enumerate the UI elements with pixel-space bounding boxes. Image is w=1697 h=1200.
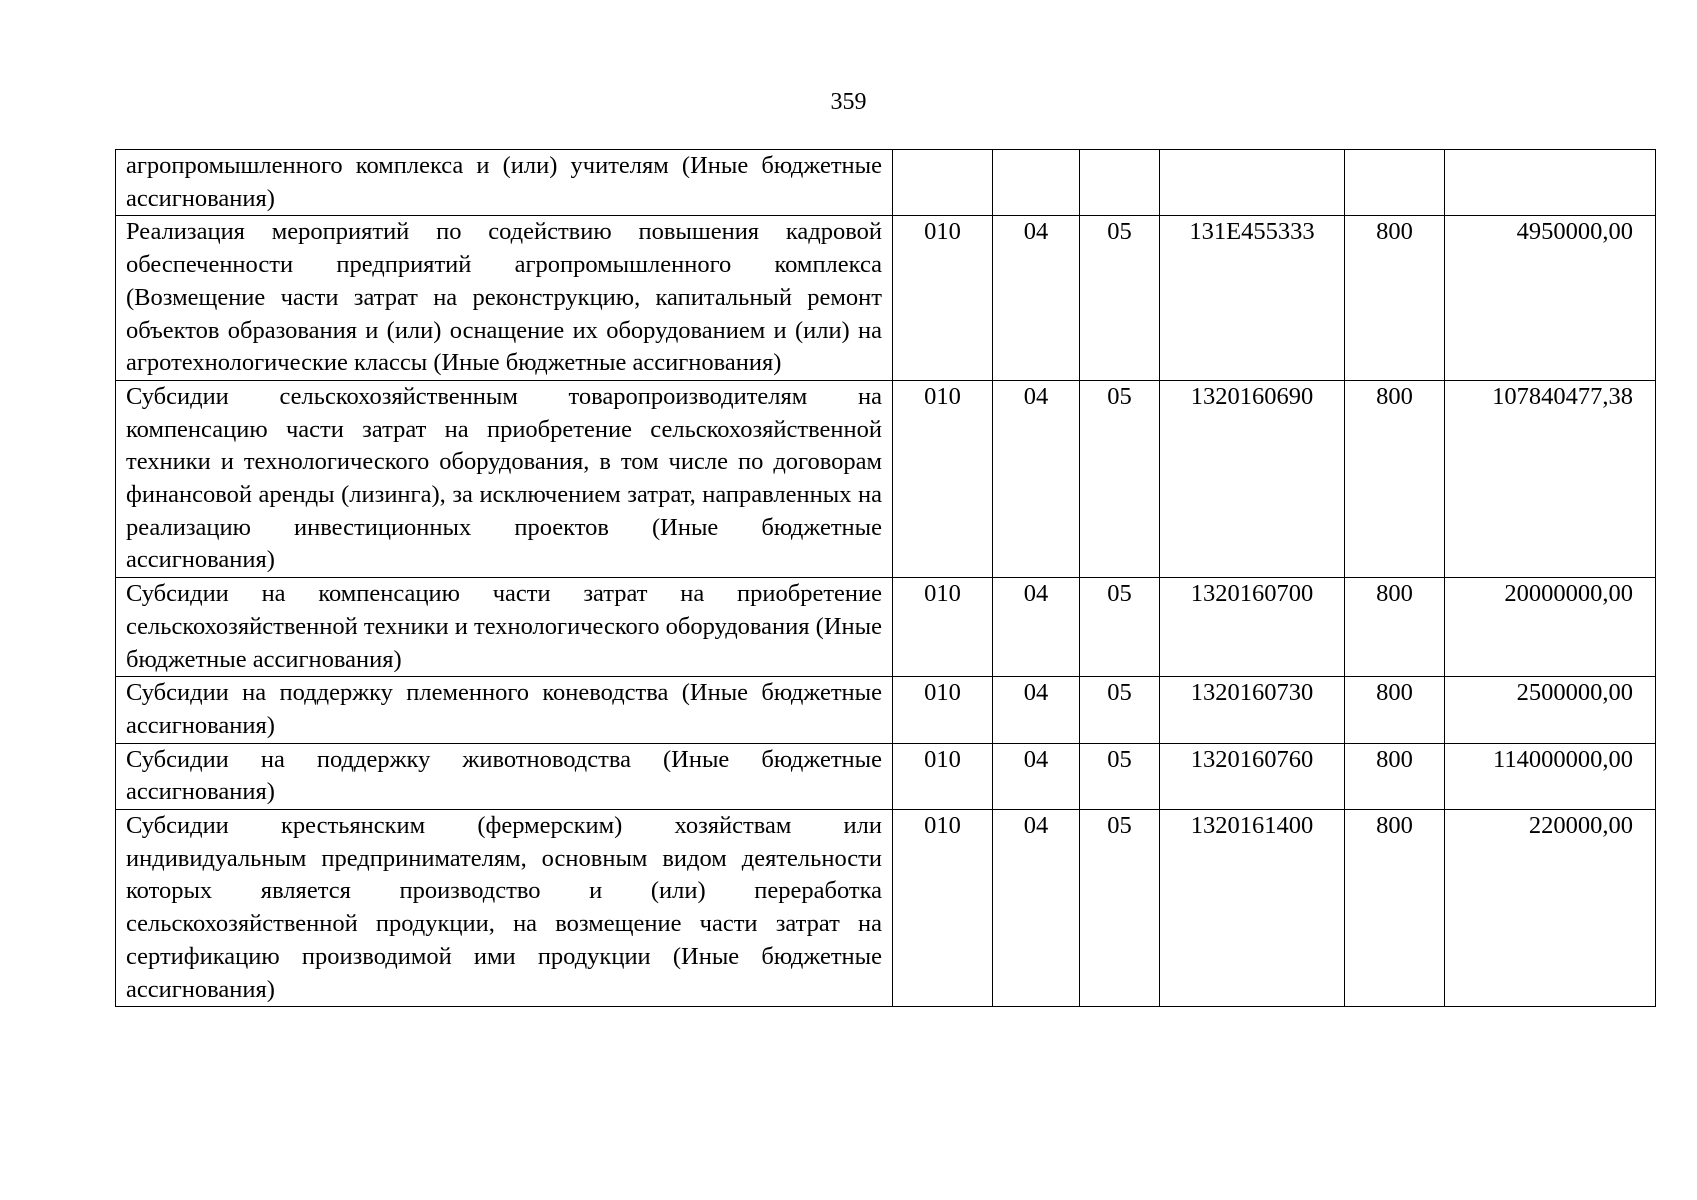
- ministry-cell: 010: [893, 216, 993, 381]
- section-cell: 04: [993, 677, 1080, 743]
- target-article-cell: 1320160700: [1160, 578, 1345, 677]
- table-row: [116, 810, 1656, 1007]
- section-cell: 04: [993, 743, 1080, 809]
- target-article-cell: 1320161400: [1160, 810, 1345, 1007]
- description-cell: Субсидии сельскохозяйственным товаропроизводителям на компенсацию части затрат на приобретение сельскохозяйственной техники и технологического оборудования, в том числе по договорам финансовой аренды (лизинга), за исключением затрат, направленных на реализацию инвестиционных проектов (Иные бюджетные ассигнования): [116, 380, 893, 577]
- amount-cell: 2500000,00: [1445, 677, 1656, 743]
- page-number: 359: [830, 89, 867, 115]
- description-cell: агропромышленного комплекса и (или) учителям (Иные бюджетные ассигнования): [116, 150, 893, 216]
- section-cell: 04: [993, 810, 1080, 1007]
- expense-type-cell: [1345, 150, 1445, 216]
- target-article-cell: [1160, 150, 1345, 216]
- expense-type-cell: 800: [1345, 216, 1445, 381]
- ministry-cell: 010: [893, 578, 993, 677]
- table-row: [116, 380, 1656, 577]
- table-row: [116, 150, 1656, 216]
- subsection-cell: 05: [1080, 677, 1160, 743]
- subsection-cell: [1080, 150, 1160, 216]
- section-cell: 04: [993, 578, 1080, 677]
- amount-cell: 220000,00: [1445, 810, 1656, 1007]
- description-cell: Субсидии на поддержку животноводства (Иные бюджетные ассигнования): [116, 743, 893, 809]
- amount-cell: 4950000,00: [1445, 216, 1656, 381]
- budget-table: [115, 149, 1656, 1007]
- ministry-cell: 010: [893, 810, 993, 1007]
- amount-cell: 20000000,00: [1445, 578, 1656, 677]
- subsection-cell: 05: [1080, 578, 1160, 677]
- target-article-cell: 1320160690: [1160, 380, 1345, 577]
- ministry-cell: [893, 150, 993, 216]
- table-row: [116, 578, 1656, 677]
- amount-cell: 107840477,38: [1445, 380, 1656, 577]
- ministry-cell: 010: [893, 677, 993, 743]
- amount-cell: 114000000,00: [1445, 743, 1656, 809]
- description-cell: Субсидии на поддержку племенного коневодства (Иные бюджетные ассигнования): [116, 677, 893, 743]
- subsection-cell: 05: [1080, 810, 1160, 1007]
- expense-type-cell: 800: [1345, 810, 1445, 1007]
- description-cell: Субсидии крестьянским (фермерским) хозяйствам или индивидуальным предпринимателям, основным видом деятельности которых является производство и (или) переработка сельскохозяйственной продукции, на возмещение части затрат на сертификацию производимой ими продукции (Иные бюджетные ассигнования): [116, 810, 893, 1007]
- ministry-cell: 010: [893, 380, 993, 577]
- target-article-cell: 131E455333: [1160, 216, 1345, 381]
- table-body: [116, 150, 1656, 1007]
- ministry-cell: 010: [893, 743, 993, 809]
- subsection-cell: 05: [1080, 743, 1160, 809]
- expense-type-cell: 800: [1345, 743, 1445, 809]
- description-cell: Реализация мероприятий по содействию повышения кадровой обеспеченности предприятий агропромышленного комплекса (Возмещение части затрат на реконструкцию, капитальный ремонт объектов образования и (или) оснащение их оборудованием и (или) на агротехнологические классы (Иные бюджетные ассигнования): [116, 216, 893, 381]
- section-cell: [993, 150, 1080, 216]
- section-cell: 04: [993, 216, 1080, 381]
- amount-cell: [1445, 150, 1656, 216]
- description-cell: Субсидии на компенсацию части затрат на приобретение сельскохозяйственной техники и технологического оборудования (Иные бюджетные ассигнования): [116, 578, 893, 677]
- target-article-cell: 1320160730: [1160, 677, 1345, 743]
- table-row: [116, 216, 1656, 381]
- expense-type-cell: 800: [1345, 380, 1445, 577]
- expense-type-cell: 800: [1345, 677, 1445, 743]
- expense-type-cell: 800: [1345, 578, 1445, 677]
- subsection-cell: 05: [1080, 380, 1160, 577]
- target-article-cell: 1320160760: [1160, 743, 1345, 809]
- section-cell: 04: [993, 380, 1080, 577]
- subsection-cell: 05: [1080, 216, 1160, 381]
- table-row: [116, 677, 1656, 743]
- table-row: [116, 743, 1656, 809]
